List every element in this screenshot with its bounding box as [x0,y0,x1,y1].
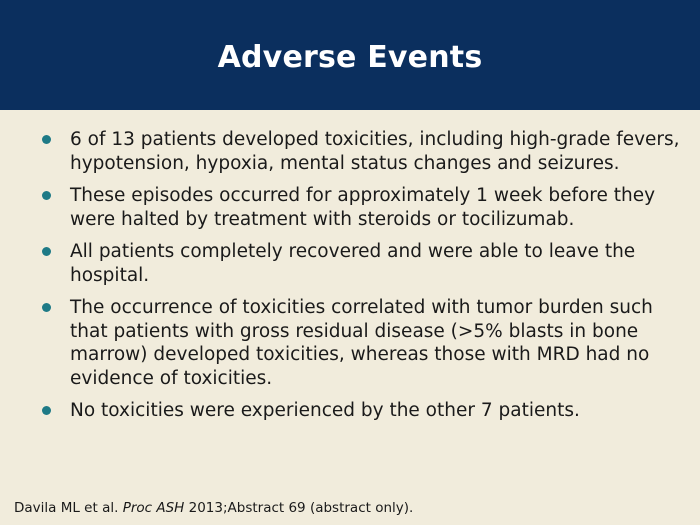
bullet-item [40,240,680,287]
bullet-text: 6 of 13 patients developed toxicities, including high-grade fevers, hypotension, hypoxia, mental status changes and seizures. [70,129,680,174]
citation-details: 2013;Abstract 69 (abstract only). [184,500,414,516]
bullet-dot-icon [42,303,51,312]
bullet-text: No toxicities were experienced by the other 7 patients. [70,400,580,421]
bullet-item [40,184,680,231]
citation-authors: Davila ML et al. [14,500,123,516]
bullet-item [40,128,680,175]
citation [14,498,413,518]
bullet-list [40,128,680,432]
bullet-dot-icon [42,406,51,415]
bullet-dot-icon [42,247,51,256]
bullet-item [40,399,680,423]
bullet-text: All patients completely recovered and were able to leave the hospital. [70,241,636,286]
citation-journal: Proc ASH [122,500,185,516]
bullet-dot-icon [42,135,51,144]
bullet-item [40,296,680,390]
bullet-text: These episodes occurred for approximately 1 week before they were halted by treatment with steroids or tocilizumab. [70,185,656,230]
title-bar [0,0,700,110]
bullet-text: The occurrence of toxicities correlated with tumor burden such that patients with gross residual disease (>5% blasts in bone marrow) developed toxicities, whereas those with MRD had no evidence of toxicities. [70,297,653,389]
slide-title: Adverse Events [217,40,483,75]
bullet-dot-icon [42,191,51,200]
